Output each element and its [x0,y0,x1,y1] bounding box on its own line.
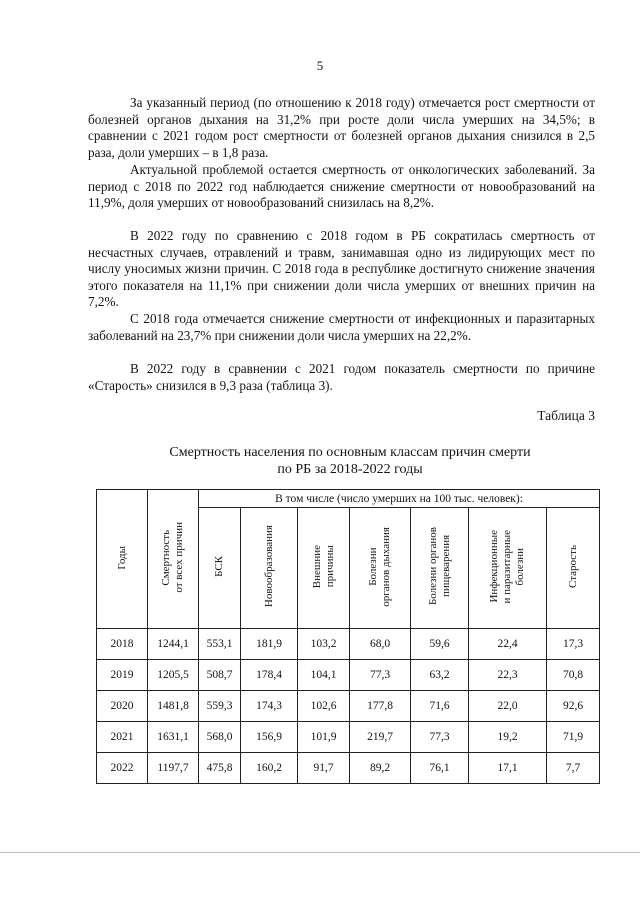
header-external-causes: Внешние причины [298,508,350,629]
header-digestive: Болезни органов пищеварения [411,508,469,629]
header-old-age: Старость [547,508,600,629]
cell-value: 174,3 [241,691,298,722]
table-label: Таблица 3 [537,408,595,423]
cell-value: 104,1 [298,660,350,691]
cell-value: 19,2 [469,722,547,753]
header-total: Смертность от всех причин [148,490,199,629]
header-years: Годы [97,490,148,629]
cell-value: 103,2 [298,629,350,660]
cell-value: 160,2 [241,753,298,784]
cell-value: 22,4 [469,629,547,660]
cell-value: 76,1 [411,753,469,784]
cell-value: 553,1 [199,629,241,660]
cell-value: 22,0 [469,691,547,722]
table-row [97,691,600,722]
cell-value: 101,9 [298,722,350,753]
cell-value: 68,0 [350,629,411,660]
cell-value: 17,1 [469,753,547,784]
paragraph-5: В 2022 году в сравнении с 2021 годом показатель смертности по причине «Старость» снизился в 9,3 раза (таблица 3). [88,361,595,393]
table-caption [100,444,600,478]
table-caption-line-2: по РБ за 2018-2022 годы [277,462,423,477]
cell-value: 568,0 [199,722,241,753]
mortality-table [96,489,600,784]
cell-value: 156,9 [241,722,298,753]
cell-total: 1244,1 [148,629,199,660]
table-row [97,753,600,784]
table-row [97,722,600,753]
table-caption-line-1: Смертность населения по основным классам причин смерти [169,445,531,460]
cell-value: 7,7 [547,753,600,784]
cell-value: 59,6 [411,629,469,660]
cell-value: 22,3 [469,660,547,691]
paragraph-2: Актуальной проблемой остается смертность от онкологических заболеваний. За период с 2018 по 2022 год наблюдается снижение смертности от новообразований на 11,9%, доля умерших от новообразований снизилась на 8,2%. [88,162,595,211]
cell-value: 181,9 [241,629,298,660]
page-number: 5 [316,58,324,73]
cell-value: 92,6 [547,691,600,722]
cell-year: 2021 [97,722,148,753]
header-bsk: БСК [199,508,241,629]
cell-value: 77,3 [411,722,469,753]
cell-value: 219,7 [350,722,411,753]
cell-total: 1197,7 [148,753,199,784]
header-neoplasms: Новообразования [241,508,298,629]
header-group: В том числе (число умерших на 100 тыс. человек): [199,490,600,508]
cell-value: 177,8 [350,691,411,722]
cell-value: 63,2 [411,660,469,691]
cell-value: 475,8 [199,753,241,784]
bottom-divider [0,852,640,853]
paragraph-4: С 2018 года отмечается снижение смертности от инфекционных и паразитарных заболеваний на 23,7% при снижении доли числа умерших на 22,2%. [88,311,595,343]
cell-year: 2022 [97,753,148,784]
cell-year: 2020 [97,691,148,722]
cell-total: 1481,8 [148,691,199,722]
cell-value: 77,3 [350,660,411,691]
header-infectious: Инфекционные и паразитарные болезни [469,508,547,629]
cell-value: 71,9 [547,722,600,753]
table-row [97,660,600,691]
cell-value: 70,8 [547,660,600,691]
cell-value: 178,4 [241,660,298,691]
header-respiratory: Болезни органов дыхания [350,508,411,629]
cell-year: 2019 [97,660,148,691]
cell-value: 508,7 [199,660,241,691]
cell-value: 89,2 [350,753,411,784]
paragraph-1: За указанный период (по отношению к 2018 году) отмечается рост смертности от болезней органов дыхания на 31,2% при росте доли числа умерших на 34,5%; в сравнении с 2021 годом рост смертности от болезней органов дыхания снизился в 2,5 раза, доли умерших – в 1,8 раза. [88,95,595,160]
cell-value: 91,7 [298,753,350,784]
cell-value: 17,3 [547,629,600,660]
table-row [97,629,600,660]
cell-value: 102,6 [298,691,350,722]
cell-value: 71,6 [411,691,469,722]
cell-year: 2018 [97,629,148,660]
paragraph-3: В 2022 году по сравнению с 2018 годом в РБ сократилась смертность от несчастных случаев, отравлений и травм, занимавшая одно из лидирующих мест по числу уносимых жизни причин. С 2018 года в республике достигнуто снижение значения этого показателя на 11,1% при снижении доли числа умерших от внешних причин на 7,2%. [88,228,595,310]
cell-total: 1205,5 [148,660,199,691]
cell-total: 1631,1 [148,722,199,753]
cell-value: 559,3 [199,691,241,722]
